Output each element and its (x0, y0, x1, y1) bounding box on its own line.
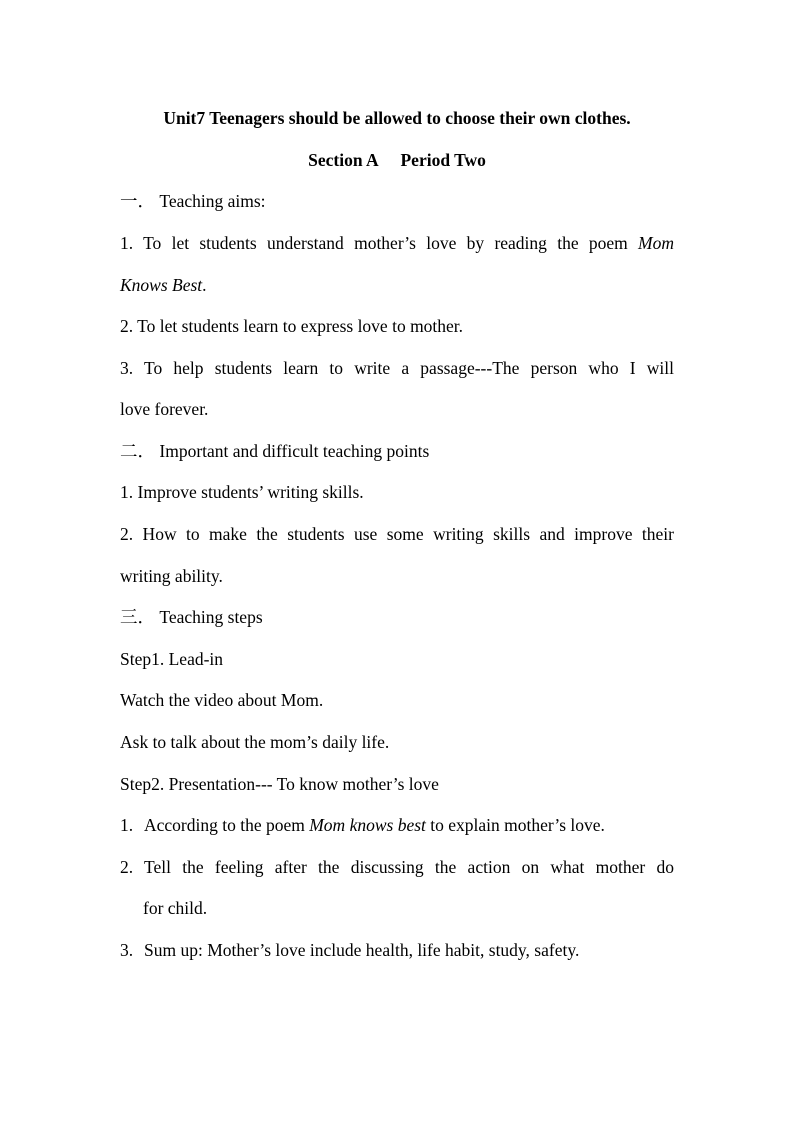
step1-heading: Step1. Lead-in (120, 649, 224, 669)
step1-line-2: Ask to talk about the mom’s daily life. (120, 732, 390, 752)
step2-heading: Step2. Presentation--- To know mother’s love (120, 774, 439, 794)
list-number: 2. (120, 857, 134, 877)
heading-marker: 三． (120, 608, 155, 628)
heading-marker: 一． (120, 192, 155, 212)
poem-title: Mom knows best (309, 815, 426, 835)
list-item-1: 1. According to the poem Mom knows best to explain mother’s love. (120, 815, 605, 835)
aims-item-3-line-1: 3. To help students learn to write a passage---The person who I will (120, 358, 674, 378)
list-item-3: 3. Sum up: Mother’s love include health, life habit, study, safety. (120, 940, 580, 960)
points-item-2-line-2: writing ability. (120, 566, 223, 586)
list-number: 1. (120, 815, 134, 835)
section-label: Section A (308, 150, 379, 170)
list-item-2-line-1: 2. Tell the feeling after the discussing the action on what mother do (120, 857, 674, 877)
points-item-1: 1. Improve students’ writing skills. (120, 482, 364, 502)
period-label: Period Two (400, 150, 486, 170)
heading-teaching-points: 二． Important and difficult teaching points (120, 441, 430, 462)
poem-title: Mom (638, 233, 674, 253)
aims-item-3-line-2: love forever. (120, 399, 209, 419)
document-subtitle (120, 149, 674, 171)
points-item-2-line-1: 2. How to make the students use some writing skills and improve their (120, 524, 674, 544)
heading-marker: 二． (120, 442, 155, 462)
aims-item-1-line-2: Knows Best. (120, 275, 207, 295)
aims-item-1-line-1: 1. To let students understand mother’s love by reading the poem Mom (120, 233, 674, 253)
step1-line-1: Watch the video about Mom. (120, 690, 324, 710)
list-number: 3. (120, 940, 134, 960)
heading-teaching-steps: 三． Teaching steps (120, 607, 263, 628)
document-title: Unit7 Teenagers should be allowed to choose their own clothes. (163, 108, 631, 128)
list-item-2-line-2: for child. (143, 898, 208, 918)
poem-title-cont: Knows Best (120, 275, 203, 295)
heading-teaching-aims: 一． Teaching aims: (120, 191, 266, 212)
aims-item-2: 2. To let students learn to express love to mother. (120, 316, 464, 336)
